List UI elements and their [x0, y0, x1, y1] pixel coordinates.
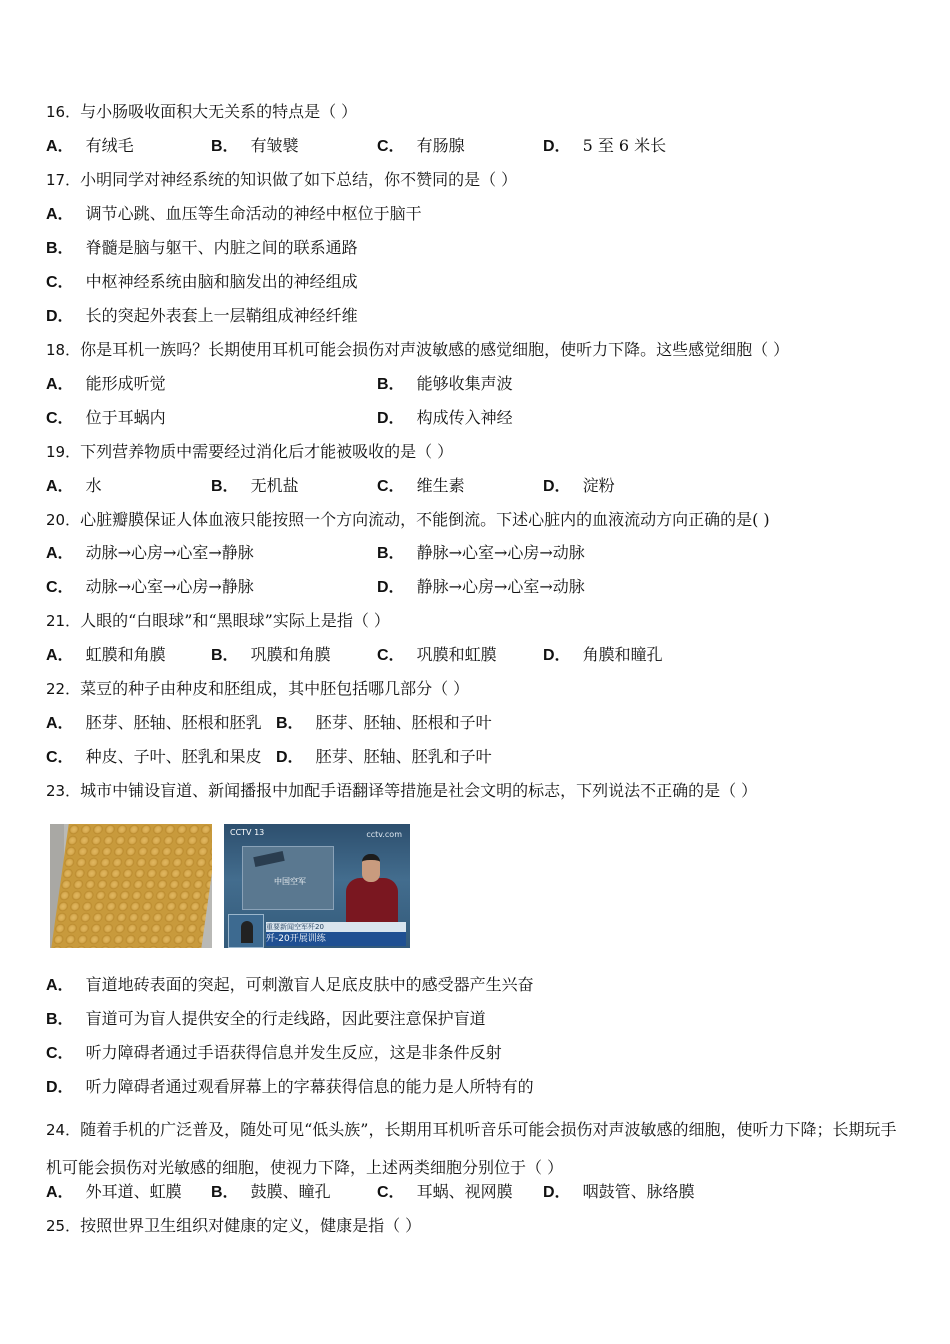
option-18-d: D． 构成传入神经 — [377, 408, 513, 427]
option-21-d: D． 角膜和瞳孔 — [543, 645, 663, 664]
news-anchor-body — [346, 878, 398, 928]
question-number: 20． — [46, 511, 81, 529]
option-22-d: D． 胚芽、胚轴、胚乳和子叶 — [276, 747, 492, 766]
option-18-c: C． 位于耳蜗内 — [46, 408, 166, 427]
option-20-c: C． 动脉→心室→心房→静脉 — [46, 577, 254, 596]
option-16-c: C． 有肠腺 — [377, 136, 465, 155]
question-22 — [46, 679, 469, 699]
option-19-a: A． 水 — [46, 476, 102, 495]
question-19 — [46, 442, 453, 462]
sign-language-inset — [228, 914, 264, 948]
option-24-d: D． 咽鼓管、脉络膜 — [543, 1182, 695, 1201]
question-25 — [46, 1216, 421, 1236]
option-18-b: B． 能够收集声波 — [377, 374, 513, 393]
question-stem: 按照世界卫生组织对健康的定义，健康是指（ ） — [80, 1216, 422, 1235]
question-stem: 下列营养物质中需要经过消化后才能被吸收的是（ ） — [80, 442, 454, 461]
question-number: 21． — [46, 612, 81, 630]
option-23-b: B． 盲道可为盲人提供安全的行走线路，因此要注意保护盲道 — [46, 1009, 486, 1028]
option-23-d: D． 听力障碍者通过观看屏幕上的字幕获得信息的能力是人所特有的 — [46, 1077, 534, 1096]
option-17-d: D． 长的突起外表套上一层鞘组成神经纤维 — [46, 306, 358, 325]
option-18-a: A． 能形成听觉 — [46, 374, 166, 393]
option-22-c: C． 种皮、子叶、胚乳和果皮 — [46, 747, 262, 766]
question-stem: 小明同学对神经系统的知识做了如下总结，你不赞同的是（ ） — [80, 170, 518, 189]
question-stem: 你是耳机一族吗？长期使用耳机可能会损伤对声波敏感的感觉细胞，使听力下降。这些感觉细胞（ ） — [80, 340, 790, 359]
question-number: 22． — [46, 680, 81, 698]
option-20-b: B． 静脉→心室→心房→动脉 — [377, 543, 585, 562]
option-19-b: B． 无机盐 — [211, 476, 299, 495]
news-broadcast-image — [224, 824, 410, 948]
question-number: 17． — [46, 171, 81, 189]
question-stem: 菜豆的种子由种皮和胚组成，其中胚包括哪几部分（ ） — [80, 679, 470, 698]
option-17-b: B． 脊髓是脑与躯干、内脏之间的联系通路 — [46, 238, 358, 257]
option-21-c: C． 巩膜和虹膜 — [377, 645, 497, 664]
sign-language-interpreter — [241, 921, 253, 943]
option-21-a: A． 虹膜和角膜 — [46, 645, 166, 664]
option-16-a: A． 有绒毛 — [46, 136, 134, 155]
question-stem: 与小肠吸收面积大无关系的特点是（ ） — [80, 102, 358, 121]
question-stem: 城市中铺设盲道、新闻播报中加配手语翻译等措施是社会文明的标志，下列说法不正确的是（ ） — [80, 781, 758, 800]
option-17-a: A． 调节心跳、血压等生命活动的神经中枢位于脑干 — [46, 204, 422, 223]
option-22-a: A． 胚芽、胚轴、胚根和胚乳 — [46, 713, 262, 732]
question-23 — [46, 781, 757, 801]
option-22-b: B． 胚芽、胚轴、胚根和子叶 — [276, 713, 492, 732]
option-20-d: D． 静脉→心房→心室→动脉 — [377, 577, 585, 596]
news-ticker-bottom: 歼-20开展训练 — [266, 932, 406, 946]
channel-logo: CCTV 13 — [230, 828, 265, 837]
option-16-d: D． 5 至 6 米长 — [543, 136, 667, 155]
option-20-a: A． 动脉→心房→心室→静脉 — [46, 543, 254, 562]
option-23-c: C． 听力障碍者通过手语获得信息并发生反应，这是非条件反射 — [46, 1043, 502, 1062]
option-16-b: B． 有皱襞 — [211, 136, 299, 155]
question-24 — [46, 1111, 906, 1186]
option-21-b: B． 巩膜和角膜 — [211, 645, 331, 664]
question-number: 19． — [46, 443, 81, 461]
question-stem: 人眼的“白眼球”和“黑眼球”实际上是指（ ） — [80, 611, 390, 630]
option-23-a: A． 盲道地砖表面的突起，可刺激盲人足底皮肤中的感受器产生兴奋 — [46, 975, 534, 994]
question-number: 25． — [46, 1217, 81, 1235]
question-number: 23． — [46, 782, 81, 800]
question-21 — [46, 611, 390, 631]
option-19-d: D． 淀粉 — [543, 476, 615, 495]
corner-logo: cctv.com — [366, 830, 402, 839]
question-stem: 随着手机的广泛普及，随处可见“低头族”，长期用耳机听音乐可能会损伤对声波敏感的细胞，使听力下降；长期玩手机可能会损伤对光敏感的细胞，使视力下降，上述两类细胞分别位于（ ） — [46, 1120, 897, 1177]
news-ticker-top: 重要新闻空军歼20 — [266, 922, 406, 932]
question-number: 18． — [46, 341, 81, 359]
question-16 — [46, 102, 357, 122]
option-17-c: C． 中枢神经系统由脑和脑发出的神经组成 — [46, 272, 358, 291]
question-20 — [46, 510, 770, 530]
option-24-c: C． 耳蜗、视网膜 — [377, 1182, 513, 1201]
question-stem: 心脏瓣膜保证人体血液只能按照一个方向流动，不能倒流。下述心脏内的血液流动方向正确的是( ) — [80, 510, 770, 529]
screen-caption: 中国空军 — [274, 877, 306, 886]
question-number: 24． — [46, 1121, 81, 1139]
tactile-paving-image — [50, 824, 212, 948]
option-19-c: C． 维生素 — [377, 476, 465, 495]
option-24-b: B． 鼓膜、瞳孔 — [211, 1182, 331, 1201]
news-anchor-head — [362, 854, 380, 882]
question-number: 16． — [46, 103, 81, 121]
question-17 — [46, 170, 517, 190]
question-18 — [46, 340, 789, 360]
option-24-a: A． 外耳道、虹膜 — [46, 1182, 182, 1201]
tactile-dots — [51, 824, 212, 948]
